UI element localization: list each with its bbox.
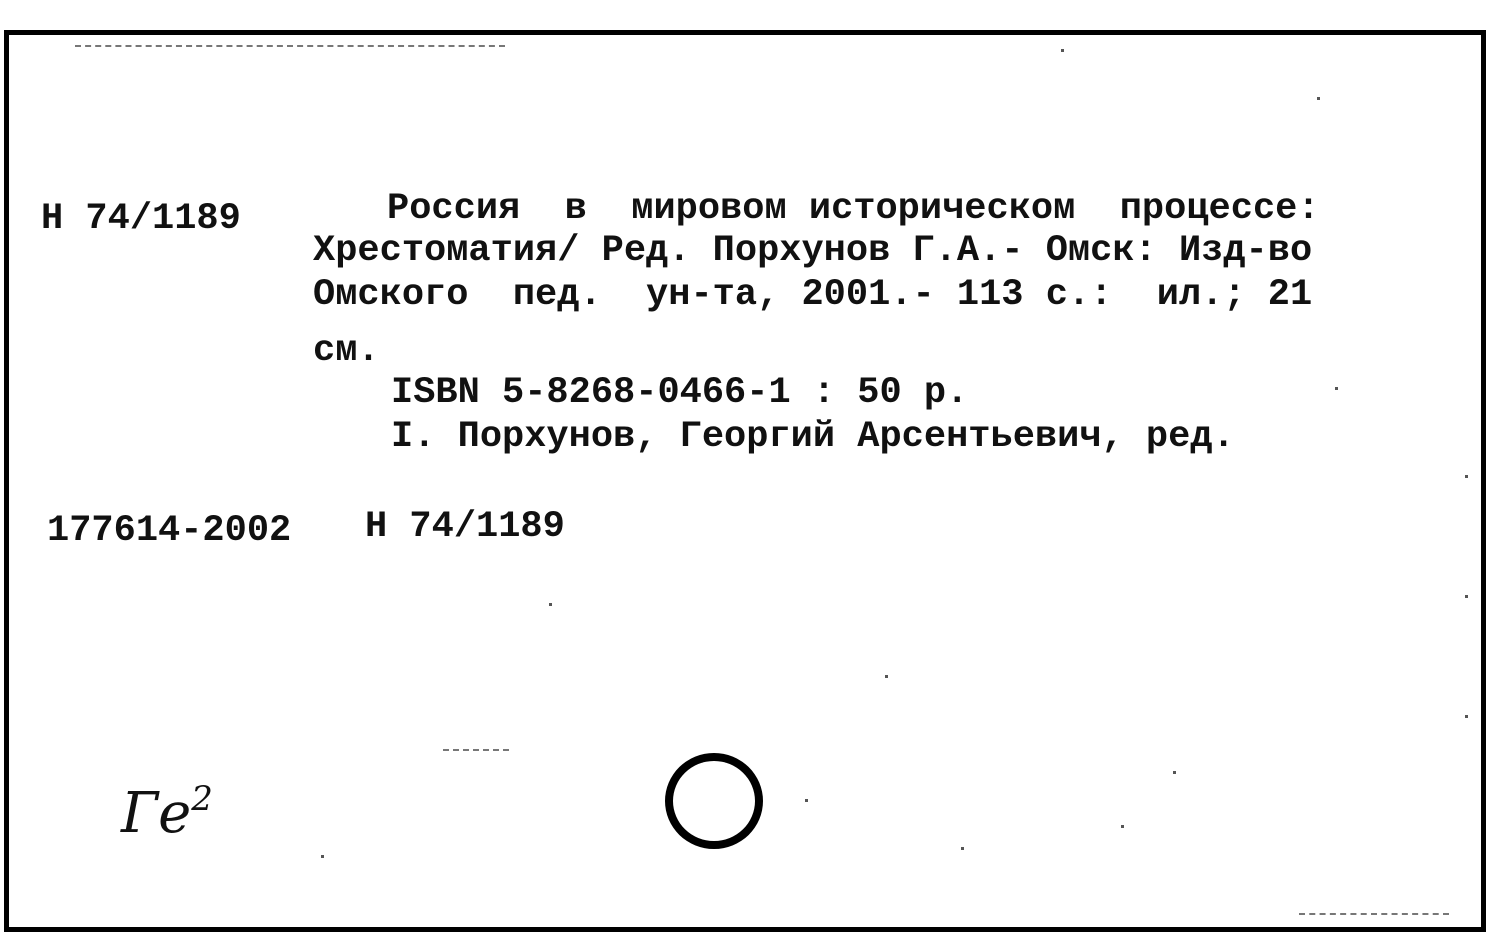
- speck: [1317, 97, 1320, 100]
- catalog-card: [4, 30, 1486, 932]
- title-line-1: Россия в мировом историческом процессе:: [387, 188, 1320, 230]
- speck: [1465, 715, 1468, 718]
- inventory-number: 177614-2002: [47, 510, 292, 552]
- speck: [1335, 387, 1338, 390]
- speck: [1465, 595, 1468, 598]
- title-line-4: см.: [313, 330, 380, 372]
- scan-noise-mid: [443, 749, 509, 751]
- scan-noise-top: [75, 45, 505, 47]
- call-number: Н 74/1189: [41, 198, 241, 240]
- speck: [805, 799, 808, 802]
- tracing-line: I. Порхунов, Георгий Арсентьевич, ред.: [391, 416, 1235, 458]
- title-line-2: Хрестоматия/ Ред. Порхунов Г.А.- Омск: Изд-во: [313, 230, 1313, 272]
- speck: [321, 855, 324, 858]
- speck: [1061, 49, 1064, 52]
- punch-hole: [665, 753, 763, 849]
- title-line-3: Омского пед. ун-та, 2001.- 113 с.: ил.; 21: [313, 274, 1313, 316]
- isbn-line: ISBN 5-8268-0466-1 : 50 р.: [391, 372, 969, 414]
- speck: [1121, 825, 1124, 828]
- speck: [1465, 475, 1468, 478]
- handwritten-mark-superscript: 2: [191, 779, 213, 819]
- speck: [885, 675, 888, 678]
- handwritten-mark: [121, 779, 213, 846]
- speck: [1173, 771, 1176, 774]
- scan-noise-bottom: [1299, 913, 1449, 915]
- speck: [961, 847, 964, 850]
- handwritten-mark-text: Ге: [121, 781, 192, 846]
- inventory-call-number: Н 74/1189: [365, 506, 565, 548]
- speck: [549, 603, 552, 606]
